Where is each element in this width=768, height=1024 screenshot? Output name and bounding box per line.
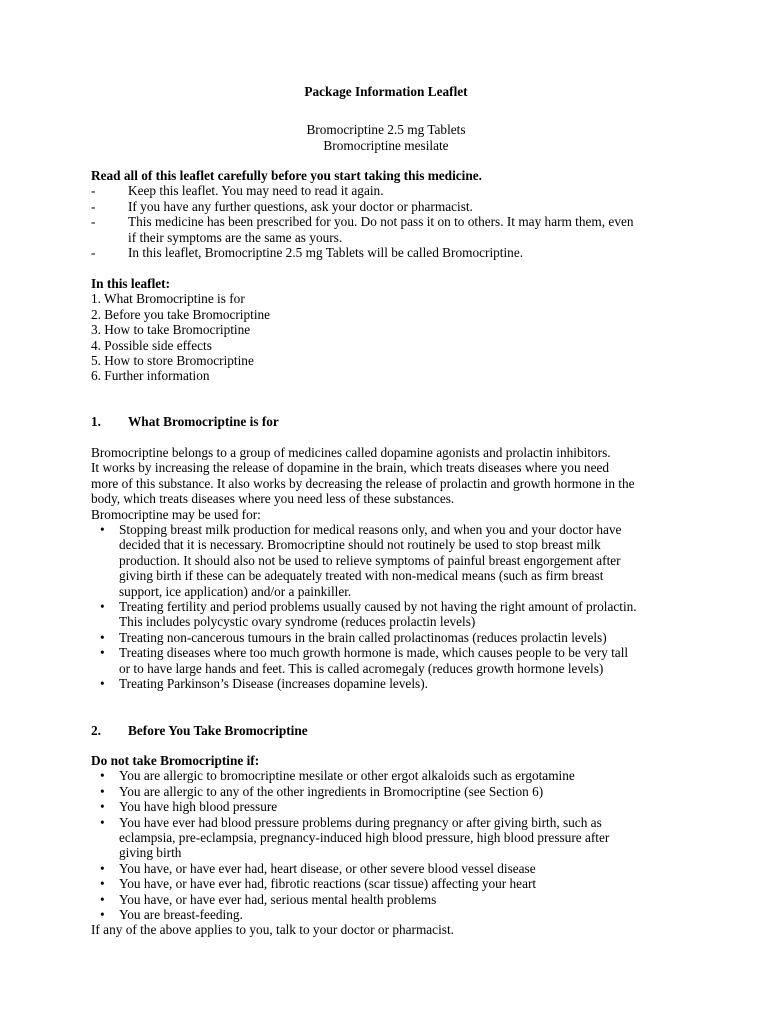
contraindications-list: [91, 768, 681, 922]
toc-item: 5. How to store Bromocriptine: [91, 353, 254, 369]
bullet-marker: •: [100, 645, 105, 661]
list-item: [91, 799, 681, 814]
list-item-line: production. It should also not be used to relieve symptoms of painful breast engorgement after: [119, 552, 621, 568]
section-number: 2.: [91, 723, 101, 738]
intro-item-line: In this leaflet, Bromocriptine 2.5 mg Tablets will be called Bromocriptine.: [128, 245, 524, 261]
list-item-line: Treating Parkinson’s Disease (increases dopamine levels).: [119, 676, 428, 692]
toc-item: 4. Possible side effects: [91, 337, 212, 353]
list-item: [91, 861, 681, 876]
bullet-marker: •: [100, 783, 105, 799]
section-1-body: [91, 445, 681, 692]
body-line: body, which treats diseases where you need less of these substances.: [91, 491, 455, 507]
dash-marker: -: [91, 183, 96, 199]
intro-list: [91, 183, 681, 260]
uses-list: [91, 522, 681, 691]
section-2-heading: [91, 723, 308, 738]
list-item-line: You have high blood pressure: [119, 799, 278, 815]
list-item-line: support, ice application) and/or a painkiller.: [119, 583, 352, 599]
bullet-marker: •: [100, 676, 105, 692]
intro-heading: Read all of this leaflet carefully before you start taking this medicine.: [91, 168, 482, 183]
section-number: 1.: [91, 414, 101, 429]
list-item-line: decided that it is necessary. Bromocriptine should not routinely be used to stop breast milk: [119, 537, 601, 553]
list-item: [91, 892, 681, 907]
list-item: [91, 784, 681, 799]
bullet-marker: •: [100, 599, 105, 615]
intro-item-line: This medicine has been prescribed for you. Do not pass it on to others. It may harm them, even: [128, 214, 634, 230]
intro-item-line: If you have any further questions, ask your doctor or pharmacist.: [128, 198, 473, 214]
section-2-body: [91, 753, 681, 938]
active-substance: Bromocriptine mesilate: [323, 138, 449, 153]
list-item-line: You have, or have ever had, serious mental health problems: [119, 891, 437, 907]
list-item-line: You have, or have ever had, heart disease, or other severe blood vessel disease: [119, 860, 536, 876]
bullet-marker: •: [100, 907, 105, 923]
intro-item-line: if their symptoms are the same as yours.: [128, 229, 343, 245]
bullet-marker: •: [100, 768, 105, 784]
product-name: Bromocriptine 2.5 mg Tablets: [306, 122, 466, 137]
list-item-line: giving birth if these can be adequately treated with non-medical means (such as firm breast: [119, 568, 604, 584]
bullet-marker: •: [100, 814, 105, 830]
list-item-line: You are allergic to bromocriptine mesilate or other ergot alkaloids such as ergotamine: [119, 768, 575, 784]
body-line: Bromocriptine may be used for:: [91, 506, 261, 522]
list-item-line: giving birth: [119, 845, 182, 861]
section-title: What Bromocriptine is for: [128, 414, 279, 429]
bullet-marker: •: [100, 629, 105, 645]
section-1-heading: [91, 414, 279, 429]
list-item-line: You have, or have ever had, fibrotic reactions (scar tissue) affecting your heart: [119, 876, 537, 892]
toc-item: 2. Before you take Bromocriptine: [91, 306, 271, 322]
bullet-marker: •: [100, 799, 105, 815]
toc-section: [91, 276, 681, 384]
list-item-line: Treating non-cancerous tumours in the brain called prolactinomas (reduces prolactin levels): [119, 629, 607, 645]
body-line: Bromocriptine belongs to a group of medicines called dopamine agonists and prolactin inhibitors.: [91, 445, 611, 460]
body-line: It works by increasing the release of dopamine in the brain, which treats diseases where you need: [91, 460, 610, 476]
toc-item: 3. How to take Bromocriptine: [91, 322, 251, 338]
list-item-line: Stopping breast milk production for medical reasons only, and when you and your doctor have: [119, 522, 622, 538]
dash-marker: -: [91, 198, 96, 214]
bullet-marker: •: [100, 876, 105, 892]
intro-item: [91, 245, 681, 260]
intro-item: [91, 199, 681, 214]
leaflet-title: Package Information Leaflet: [304, 84, 468, 99]
list-item-line: Treating diseases where too much growth hormone is made, which causes people to be very tall: [119, 645, 629, 661]
bullet-marker: •: [100, 522, 105, 538]
toc-item: 6. Further information: [91, 368, 210, 384]
intro-section: [91, 168, 681, 260]
list-item-line: You are breast-feeding.: [119, 907, 243, 923]
section-title: Before You Take Bromocriptine: [128, 723, 308, 738]
list-item: [91, 599, 681, 630]
list-item: [91, 768, 681, 783]
intro-item: [91, 214, 681, 245]
bullet-marker: •: [100, 891, 105, 907]
dash-marker: -: [91, 214, 96, 230]
list-item-line: You have ever had blood pressure problems during pregnancy or after giving birth, such as: [119, 814, 602, 830]
bullet-marker: •: [100, 860, 105, 876]
list-item-line: or to have large hands and feet. This is called acromegaly (reduces growth hormone levels): [119, 660, 604, 676]
list-item: [91, 522, 681, 599]
contraindications-heading: Do not take Bromocriptine if:: [91, 753, 260, 768]
list-item: [91, 907, 681, 922]
intro-item-line: Keep this leaflet. You may need to read it again.: [128, 183, 384, 199]
list-item: [91, 630, 681, 645]
list-item-line: You are allergic to any of the other ingredients in Bromocriptine (see Section 6): [119, 783, 544, 799]
closing-line: If any of the above applies to you, talk to your doctor or pharmacist.: [91, 922, 454, 938]
list-item: [91, 645, 681, 676]
list-item-line: This includes polycystic ovary syndrome (reduces prolactin levels): [119, 614, 476, 630]
list-item: [91, 876, 681, 891]
list-item-line: Treating fertility and period problems usually caused by not having the right amount of prolactin.: [119, 599, 637, 615]
list-item-line: eclampsia, pre-eclampsia, pregnancy-induced high blood pressure, high blood pressure after: [119, 830, 610, 846]
list-item: [91, 815, 681, 861]
toc-item: 1. What Bromocriptine is for: [91, 291, 245, 307]
dash-marker: -: [91, 245, 96, 261]
body-line: more of this substance. It also works by decreasing the release of prolactin and growth hormone in the: [91, 475, 635, 491]
intro-item: [91, 183, 681, 198]
list-item: [91, 676, 681, 691]
toc-heading: In this leaflet:: [91, 276, 171, 291]
